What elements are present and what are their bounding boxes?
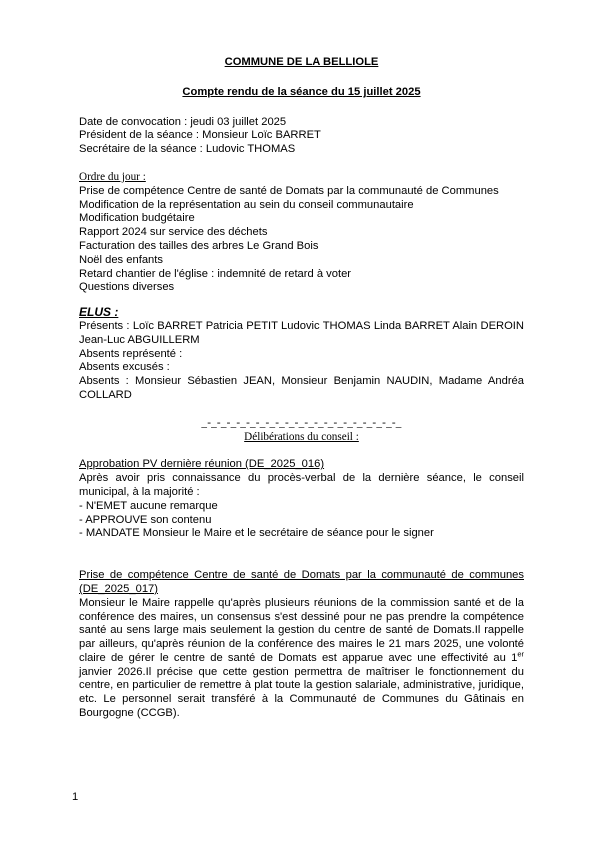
section-title: Prise de compétence Centre de santé de Domats par la communauté de communes (DE_2025_017) <box>79 569 524 595</box>
deliberations-header <box>79 417 524 445</box>
separator-line: _-_-_-_-_-_-_-_-_-_-_-_-_-_-_-_-_-_-_-_-_ <box>201 416 402 429</box>
members-present: Présents : Loïc BARRET Patricia PETIT Ludovic THOMAS Linda BARRET Alain DEROIN Jean-Luc ABGUILLERM <box>79 319 524 346</box>
meeting-subtitle: Compte rendu de la séance du 15 juillet 2025 <box>182 85 421 98</box>
agenda-item: Facturation des tailles des arbres Le Grand Bois <box>79 239 319 252</box>
agenda-item: Retard chantier de l'église : indemnité de retard à voter <box>79 267 352 280</box>
elected-members <box>79 306 524 403</box>
agenda-item: Rapport 2024 sur service des déchets <box>79 226 268 239</box>
agenda <box>79 171 524 295</box>
agenda-item: Modification de la représentation au sein du conseil communautaire <box>79 198 414 211</box>
ordinal-suffix: er <box>517 649 524 659</box>
section-paragraph <box>79 597 524 721</box>
section-title: Approbation PV dernière réunion (DE_2025_016) <box>79 458 325 471</box>
deliberations-heading: Délibérations du conseil : <box>244 430 359 443</box>
members-excused: Absents excusés : <box>79 361 170 374</box>
deliberation-health-centre <box>79 569 524 721</box>
agenda-item: Modification budgétaire <box>79 212 195 225</box>
members-absent: Absents : Monsieur Sébastien JEAN, Monsieur Benjamin NAUDIN, Madame Andréa COLLARD <box>79 375 524 401</box>
agenda-item: Prise de compétence Centre de santé de Domats par la communauté de Communes <box>79 184 499 197</box>
agenda-item: Questions diverses <box>79 281 175 294</box>
commune-title: COMMUNE DE LA BELLIOLE <box>224 56 379 68</box>
agenda-item: Noël des enfants <box>79 253 163 266</box>
decision-point: - MANDATE Monsieur le Maire et le secrétaire de séance pour le signer <box>79 527 434 540</box>
elus-heading: ELUS : <box>79 305 119 320</box>
deliberation-approval <box>79 458 524 541</box>
decision-point: - APPROUVE son contenu <box>79 513 212 526</box>
section-intro: Après avoir pris connaissance du procès-verbal de la dernière séance, le conseil municipal, à la majorité : <box>79 472 524 498</box>
meeting-secretary: Secrétaire de la séance : Ludovic THOMAS <box>79 143 296 156</box>
paragraph-text: Monsieur le Maire rappelle qu'après plusieurs réunions de la commission santé et de la conférence des maires, un consensus s'est dessiné pour ne pas prendre la compétence santé au sens large mais seulement la gestion du centre de santé de Domats.Il rappelle par ailleurs, qu'après réunion de la conférence des maires le 21 mars 2025, une volonté claire de gérer le centre de santé de Domats est apparue avec une effectivité au 1 <box>79 596 524 664</box>
page-number: 1 <box>72 791 79 803</box>
agenda-heading: Ordre du jour : <box>79 170 146 183</box>
convocation-date: Date de convocation : jeudi 03 juillet 2025 <box>79 115 287 128</box>
document-body <box>79 56 524 721</box>
decision-point: - N'EMET aucune remarque <box>79 499 218 512</box>
paragraph-text: janvier 2026.Il précise que cette gestion permettra de maîtriser le fonctionnement du centre, en particulier de remettre à plat toute la gestion salariale, administrative, juridique, etc. Le personnel serait transféré à la Communauté de Communes du Gâtinais en Bourgogne (CCGB). <box>79 665 524 720</box>
meeting-president: Président de la séance : Monsieur Loïc BARRET <box>79 129 321 142</box>
meeting-info <box>79 116 524 157</box>
members-represented: Absents représenté : <box>79 347 183 360</box>
